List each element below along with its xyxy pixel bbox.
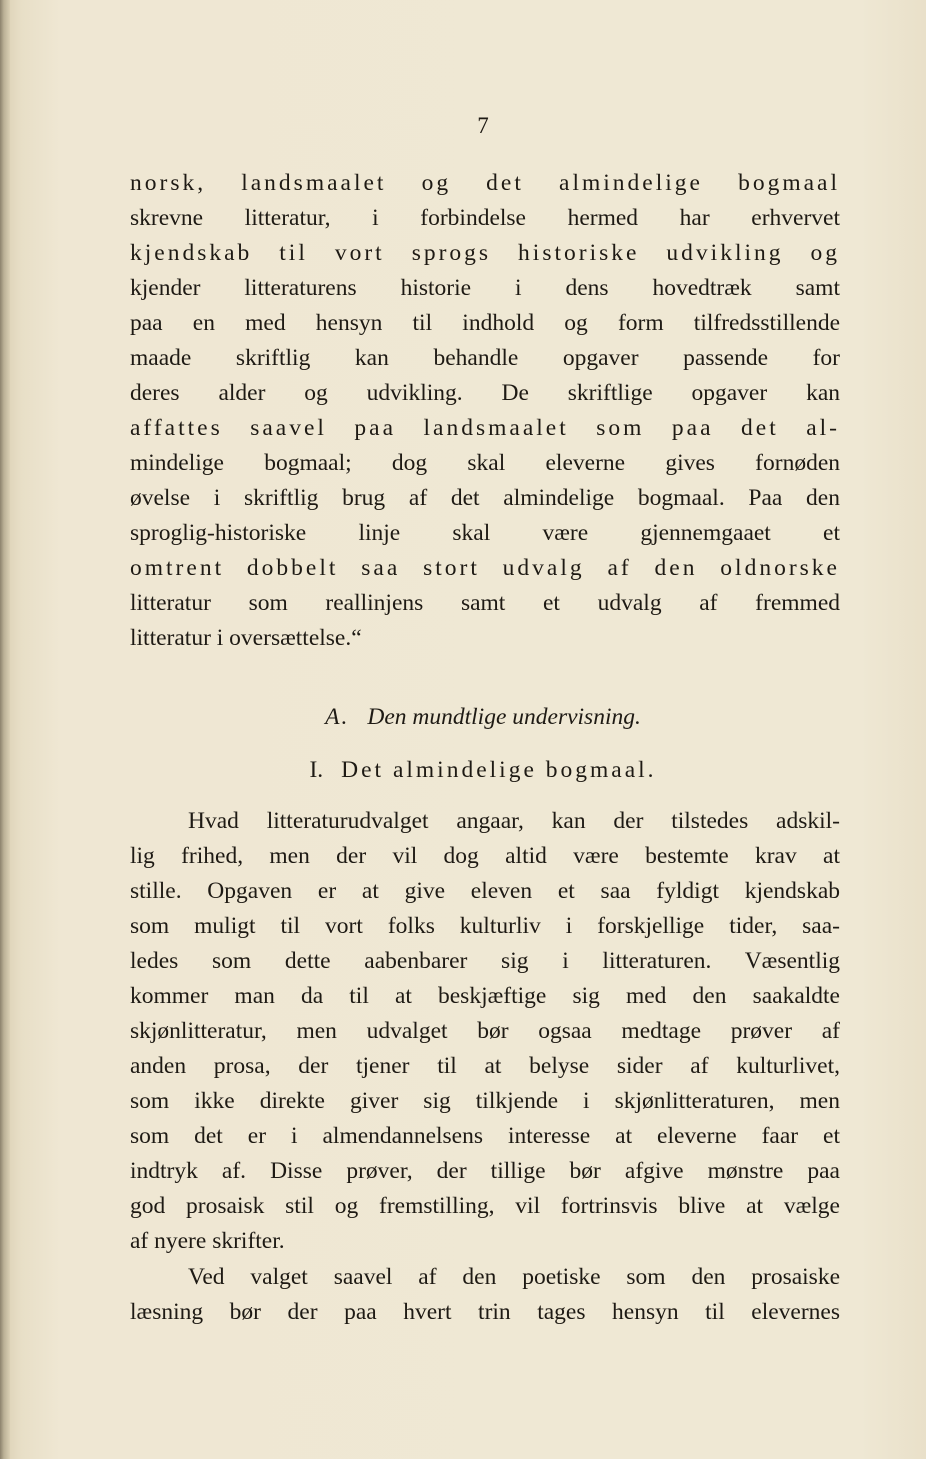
text-line: stille. Opgaven er at give eleven et saa fyldigt kjendskab	[130, 878, 840, 904]
text-line: litteratur i oversættelse.“	[130, 625, 362, 651]
text-line: god prosaisk stil og fremstilling, vil fortrinsvis blive at vælge	[130, 1193, 840, 1219]
text-line: kjendskab til vort sprogs historiske udvikling og	[130, 240, 840, 266]
text-line: indtryk af. Disse prøver, der tillige bør afgive mønstre paa	[130, 1158, 840, 1184]
text-line: sproglig-historiske linje skal være gjennemgaaet et	[130, 520, 840, 546]
page-number: 7	[477, 113, 489, 138]
subsection-heading-i	[0, 757, 926, 784]
subsection-number: I.	[309, 757, 324, 783]
text-line: litteratur som reallinjens samt et udvalg af fremmed	[130, 590, 840, 616]
text-line: Ved valget saavel af den poetiske som den prosaiske	[188, 1264, 840, 1290]
text-line: som det er i almendannelsens interesse at eleverne faar et	[130, 1123, 840, 1149]
text-line: maade skriftlig kan behandle opgaver passende for	[130, 345, 840, 371]
section-letter: A.	[325, 704, 350, 730]
text-line: som ikke direkte giver sig tilkjende i skjønlitteraturen, men	[130, 1088, 840, 1114]
text-line: øvelse i skriftlig brug af det almindelige bogmaal. Paa den	[130, 485, 840, 511]
section-title: Den mundtlige undervisning.	[367, 704, 641, 730]
text-line: skjønlitteratur, men udvalget bør ogsaa medtage prøver af	[130, 1018, 840, 1044]
text-line: omtrent dobbelt saa stort udvalg af den oldnorske	[130, 555, 840, 581]
text-line: anden prosa, der tjener til at belyse sider af kulturlivet,	[130, 1053, 840, 1079]
text-line: Hvad litteraturudvalget angaar, kan der tilstedes adskil-	[188, 808, 840, 834]
text-line: som muligt til vort folks kulturliv i forskjellige tider, saa-	[130, 913, 840, 939]
text-line: ledes som dette aabenbarer sig i litteraturen. Væsentlig	[130, 948, 840, 974]
text-line: deres alder og udvikling. De skriftlige opgaver kan	[130, 380, 840, 406]
subsection-title: Det almindelige bogmaal.	[341, 757, 657, 783]
text-line: skrevne litteratur, i forbindelse hermed har erhvervet	[130, 205, 840, 231]
text-line: kommer man da til at beskjæftige sig med den saakaldte	[130, 983, 840, 1009]
text-line: læsning bør der paa hvert trin tages hensyn til elevernes	[130, 1299, 840, 1325]
text-line: lig frihed, men der vil dog altid være bestemte krav at	[130, 843, 840, 869]
text-line: mindelige bogmaal; dog skal eleverne gives fornøden	[130, 450, 840, 476]
text-line: af nyere skrifter.	[130, 1228, 285, 1254]
text-line: paa en med hensyn til indhold og form tilfredsstillende	[130, 310, 840, 336]
text-line: affattes saavel paa landsmaalet som paa det al-	[130, 415, 840, 441]
text-line: norsk, landsmaalet og det almindelige bogmaal	[130, 170, 840, 196]
section-heading-a	[0, 704, 926, 731]
text-line: kjender litteraturens historie i dens hovedtræk samt	[130, 275, 840, 301]
